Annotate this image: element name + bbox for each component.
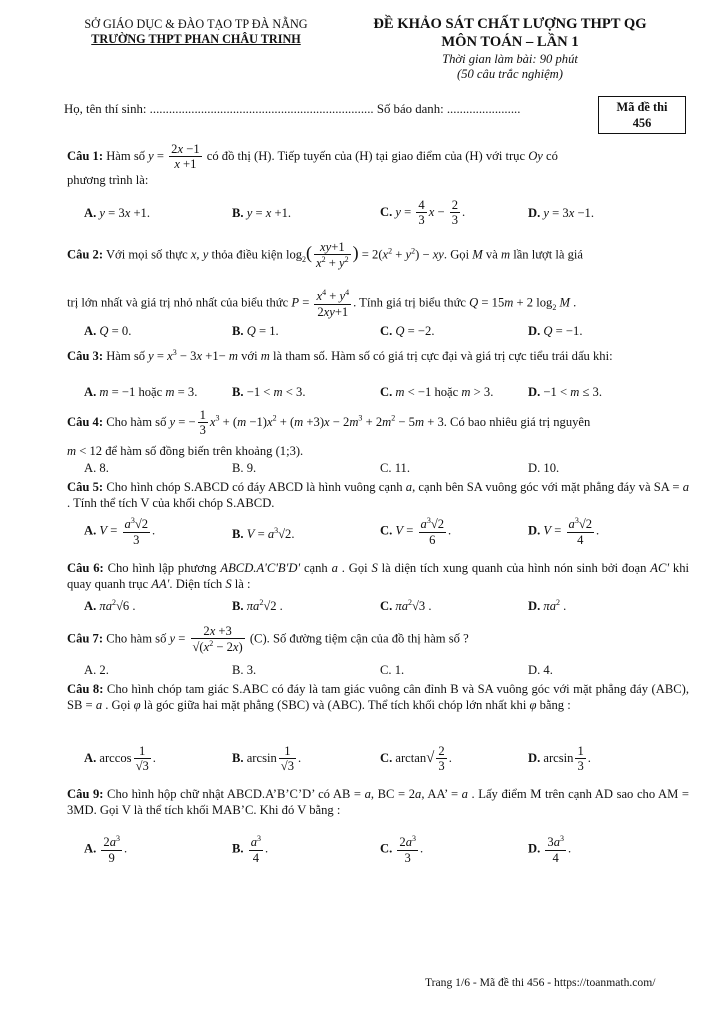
question-8-options: A. arccos $\frac{1}{√3}$ . B. arcsin $\frac{1}{√3}$ . C. arctan√ $\frac{2}{3}$ . D. arcsin $\frac{1}{3}$ . bbox=[84, 744, 591, 774]
question-4: Câu 4: Cho hàm số y = − $\frac{1}{3}$ $x^3 + (m -1)x^2 + (m +3)x - 2m^3 + 2m^2 - 5m + 3$. Có bao nhiêu giá trị nguyên bbox=[67, 408, 591, 438]
question-2-label: Câu 2: bbox=[67, 247, 104, 262]
page-footer: Trang 1/6 - Mã đề thi 456 - https://toanmath.com/ bbox=[425, 976, 656, 989]
question-8: Câu 8: Cho hình chóp tam giác S.ABC có đáy là tam giác vuông cân đỉnh B và SA vuông góc với mặt phẳng đáy (ABC), SB = a . Gọi φ là góc giữa hai mặt phẳng (SBC) và (ABC). Thể tích khối chóp lớn nhất khi φ bằng : bbox=[67, 682, 689, 713]
question-6-options: A. $\pi a^2√6$ . B. $\pi a^2√2$ . C. $\pi a^2√3$ . D. $\pi a^2$ . bbox=[84, 598, 567, 614]
exam-code-value: 456 bbox=[632, 116, 652, 131]
question-3-options: A. m = −1 hoặc m = 3. B. −1 < m < 3. C. m < −1 hoặc m > 3. D. −1 < m ≤ 3. bbox=[84, 385, 602, 399]
candidate-line bbox=[64, 101, 520, 118]
question-8-label: Câu 8: bbox=[67, 682, 104, 696]
question-3-label: Câu 3: bbox=[67, 349, 104, 364]
question-4-label: Câu 4: bbox=[67, 414, 104, 429]
question-1-label: Câu 1: bbox=[67, 148, 104, 163]
question-7-label: Câu 7: bbox=[67, 631, 104, 646]
question-9-options: A. $\frac{2a^3}{9}$ . B. $\frac{a^3}{4}$ . C. $\frac{2a^3}{3}$ . D. $\frac{3a^3}{4}$ . bbox=[84, 834, 572, 865]
question-6-label: Câu 6: bbox=[67, 561, 104, 575]
question-3: Câu 3: Hàm số $y = x^3 - 3x +1- m$ với m là tham số. Hàm số có giá trị cực đại và giá trị cực tiểu trái dấu khi: bbox=[67, 348, 613, 364]
question-7: Câu 7: Cho hàm số y = $\frac{2x +3}{√(x^2 - 2x)}$ (C). Số đường tiệm cận của đồ thị hàm số ? bbox=[67, 624, 469, 655]
question-5: Câu 5: Cho hình chóp S.ABCD có đáy ABCD là hình vuông cạnh a, cạnh bên SA vuông góc với mặt phẳng đáy và SA = a . Tính thể tích V của khối chóp S.ABCD. bbox=[67, 480, 689, 511]
candidate-sbd-label: Số báo danh: ....................... bbox=[376, 102, 521, 116]
exam-time: Thời gian làm bài: 90 phút bbox=[442, 51, 578, 66]
question-2-cont: trị lớn nhất và giá trị nhỏ nhất của biểu thức P = $\frac{x^4 + y^4}{2xy+1}$ . Tính giá trị biểu thức Q = 15m + 2 $\log_2 M$ . bbox=[67, 288, 577, 319]
question-5-label: Câu 5: bbox=[67, 480, 104, 494]
question-7-options: A. 2. B. 3. C. 1. D. 4. bbox=[84, 663, 553, 677]
candidate-name-label: Họ, tên thí sinh: ...................................................................... bbox=[64, 102, 374, 116]
school-name: TRƯỜNG THPT PHAN CHÂU TRINH bbox=[91, 32, 301, 47]
question-9-label: Câu 9: bbox=[67, 787, 104, 801]
exam-code-label: Mã đề thi bbox=[616, 100, 668, 114]
exam-code-box bbox=[598, 96, 686, 134]
question-6: Câu 6: Cho hình lập phương ABCD.A'C'B'D' cạnh a . Gọi S là diện tích xung quanh của hình nón sinh bởi đoạn AC' khi quay quanh trục AA'. Diện tích S là : bbox=[67, 561, 689, 592]
exam-title: ĐỀ KHẢO SÁT CHẤT LƯỢNG THPT QG bbox=[373, 16, 647, 32]
question-4-options: A. 8. B. 9. C. 11. D. 10. bbox=[84, 461, 560, 475]
header-right bbox=[340, 16, 680, 82]
question-4-cont: m < 12 để hàm số đồng biến trên khoảng (1;3). bbox=[67, 444, 304, 458]
exam-count: (50 câu trắc nghiệm) bbox=[457, 66, 563, 81]
exam-subject: MÔN TOÁN – LẦN 1 bbox=[441, 33, 579, 50]
question-9: Câu 9: Cho hình hộp chữ nhật ABCD.A’B’C’D’ có AB = a, BC = 2a, AA’ = a . Lấy điểm M trên cạnh AD sao cho AM = 3MD. Gọi V là thể tích khối MAB’C. Khi đó V bằng : bbox=[67, 787, 689, 818]
question-5-options: A. V = $\frac{a^3√2}{3}$ . B. $V = a^3√2$. C. V = $\frac{a^3√2}{6}$ . D. V = $\frac{a^3√2}{4}$ . bbox=[84, 516, 600, 547]
department: SỞ GIÁO DỤC & ĐÀO TẠO TP ĐÀ NẴNG bbox=[84, 17, 308, 31]
header-left bbox=[46, 17, 346, 48]
question-2: Câu 2: Với mọi số thực x, y thỏa điều kiện $\log_2$( $\frac{xy+1}{x^2 + y^2}$ ) = $2(x^2 + y^2)$ − xy. Gọi M và m lần lượt là giá bbox=[67, 240, 583, 271]
question-1: Câu 1: Hàm số y = $\frac{2x -1}{x +1}$ có đồ thị (H). Tiếp tuyến của (H) tại giao điểm của (H) với trục Oy có phương trình là: bbox=[67, 142, 558, 187]
question-2-options: A. Q = 0. B. Q = 1. C. Q = −2. D. Q = −1. bbox=[84, 324, 583, 338]
question-1-options: A. y = 3x +1. B. y = x +1. C. y = $\frac{4}{3}$ x − $\frac{2}{3}$ . D. y = 3x −1. bbox=[84, 198, 594, 228]
